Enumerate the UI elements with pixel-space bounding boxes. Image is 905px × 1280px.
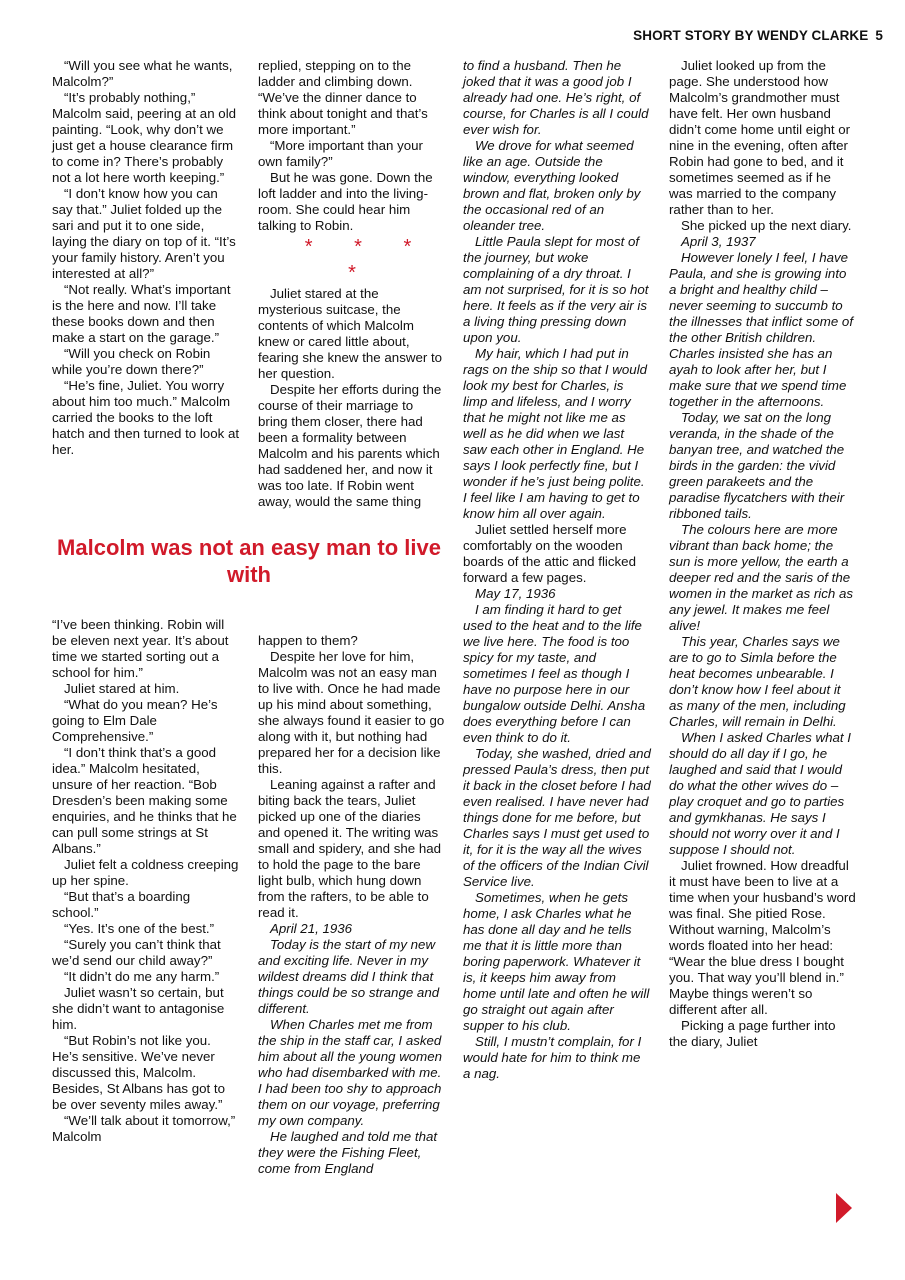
paragraph: Juliet looked up from the page. She understood how Malcolm’s grandmother must have felt. Her own husband didn’t come home until eight or nine in the evening, often after Robin had gone to bed, and it sometimes seemed as if he was married to the company rather than to her. xyxy=(669,58,851,217)
paragraph: Leaning against a rafter and biting back the tears, Juliet picked up one of the diaries and opened it. The writing was small and spidery, and she had to hold the page to the bare light bulb, which hung down from the rafters, to be able to read it. xyxy=(258,777,442,920)
paragraph: The colours here are more vibrant than back home; the sun is more yellow, the earth a deeper red and the saris of the women in the market as rich as any jewel. It makes me feel alive! xyxy=(669,522,854,633)
paragraph: “We’ll talk about it tomorrow,” Malcolm xyxy=(52,1113,236,1144)
paragraph: Despite her efforts during the course of their marriage to bring them closer, there had been a formality between Malcolm and his parents which had saddened her, and now it was too late. If Robin went away, would the same thing xyxy=(258,382,442,509)
column-3 xyxy=(463,58,651,1082)
paragraph: April 21, 1936 xyxy=(270,921,353,936)
paragraph: “But Robin’s not like you. He’s sensitive. We’ve never discussed this, Malcolm. Besides, St Albans has got to be over seventy miles away.” xyxy=(52,1033,225,1112)
paragraph: “I’ve been thinking. Robin will be eleven next year. It’s about time we started sorting out a school for him.” xyxy=(52,617,229,680)
paragraph: Juliet settled herself more comfortably on the wooden boards of the attic and flicked forward a few pages. xyxy=(463,522,636,585)
paragraph: happen to them? xyxy=(258,633,358,648)
paragraph: Juliet stared at the mysterious suitcase, the contents of which Malcolm knew or cared little about, fearing she knew the answer to her question. xyxy=(258,286,443,381)
paragraph: Still, I mustn’t complain, for I would hate for him to think me a nag. xyxy=(463,1034,642,1081)
paragraph: “What do you mean? He’s going to Elm Dale Comprehensive.” xyxy=(52,697,218,744)
paragraph: “I don’t think that’s a good idea.” Malcolm hesitated, unsure of her reaction. “Bob Dresden’s been making some enquiries, and he thinks that he can pull some strings at St Albans.” xyxy=(52,745,237,856)
paragraph: However lonely I feel, I have Paula, and she is growing into a bright and healthy child – never seeming to succumb to the illnesses that inflict some of the other British children. Charles insisted she has an ayah to look after her, but I make sure that we spend time together in the afternoons. xyxy=(669,250,854,409)
column-1-bottom xyxy=(52,617,240,1145)
paragraph: My hair, which I had put in rags on the ship so that I would look my best for Charles, is limp and lifeless, and I worry that he might not like me as well as he did when we last saw each other in England. He says I look perfectly fine, but I wonder if he’s just being polite. I feel like I am having to get to know him all over again. xyxy=(463,346,648,521)
paragraph: “Yes. It’s one of the best.” xyxy=(64,921,215,936)
paragraph: “Surely you can’t think that we’d send our child away?” xyxy=(52,937,221,968)
paragraph: She picked up the next diary. xyxy=(681,218,852,233)
paragraph: May 17, 1936 xyxy=(475,586,556,601)
column-2-bottom xyxy=(258,633,446,1177)
paragraph: to find a husband. Then he joked that it was a good job I already had one. He’s right, of course, for Charles is all I could ever wish for. xyxy=(463,58,649,137)
paragraph: When Charles met me from the ship in the staff car, I asked him about all the young women who had disembarked with me. I had been too shy to approach them on our voyage, preferring my own company. xyxy=(258,1017,443,1128)
column-4 xyxy=(669,58,857,1050)
paragraph: Today, we sat on the long veranda, in the shade of the banyan tree, and watched the birds in the garden: the vivid green parakeets and the paradise flycatchers with their ribboned tails. xyxy=(669,410,845,521)
paragraph: “It didn’t do me any harm.” xyxy=(64,969,220,984)
column-2-second-block xyxy=(258,286,446,510)
paragraph: “But that’s a boarding school.” xyxy=(52,889,191,920)
paragraph: Juliet wasn’t so certain, but she didn’t want to antagonise him. xyxy=(52,985,225,1032)
column-1-top xyxy=(52,58,240,458)
paragraph: “More important than your own family?” xyxy=(258,138,423,169)
column-2-top xyxy=(258,58,446,510)
paragraph: He laughed and told me that they were the Fishing Fleet, come from England xyxy=(258,1129,438,1176)
paragraph: Sometimes, when he gets home, I ask Charles what he has done all day and he tells me that it is little more than boring paperwork. Whatever it is, it keeps him away from home until late and often he will go straight out again after supper to his club. xyxy=(463,890,650,1033)
paragraph: Juliet stared at him. xyxy=(64,681,180,696)
paragraph: “Will you see what he wants, Malcolm?” xyxy=(52,58,233,89)
section-divider: * * * * xyxy=(304,236,430,284)
paragraph: replied, stepping on to the ladder and climbing down. “We’ve the dinner dance to think about tonight and that’s more important.” xyxy=(258,58,428,137)
paragraph: Despite her love for him, Malcolm was not an easy man to live with. Once he had made up his mind about something, she always found it easier to go along with it, but nothing had prepared her for a decision like this. xyxy=(258,649,445,776)
column-2-first-block xyxy=(258,58,446,234)
paragraph: “I don’t know how you can say that.” Juliet folded up the sari and put it to one side, laying the diary on top of it. “It’s your family history. Aren’t you interested at all?” xyxy=(52,186,236,281)
paragraph: This year, Charles says we are to go to Simla before the heat becomes unbearable. I don’t know how I feel about it as many of the men, including Charles, will remain in Delhi. xyxy=(669,634,846,729)
paragraph: Picking a page further into the diary, Juliet xyxy=(669,1018,836,1049)
paragraph: April 3, 1937 xyxy=(681,234,756,249)
paragraph: Juliet frowned. How dreadful it must have been to live at a time when your husband’s word was final. She pitied Rose. Without warning, Malcolm’s words floated into her head: “Wear the blue dress I bought you. That way you’ll blend in.” Maybe things weren’t so different after all. xyxy=(669,858,856,1017)
page-number: 5 xyxy=(875,28,883,43)
paragraph: “Will you check on Robin while you’re down there?” xyxy=(52,346,211,377)
paragraph: Today, she washed, dried and pressed Paula’s dress, then put it back in the closet before I had even realised. I have never had things done for me before, but Charles says I must get used to it, for it is the way all the wives of the officers of the Indian Civil Service live. xyxy=(463,746,651,889)
paragraph: Little Paula slept for most of the journey, but woke complaining of a dry throat. I am not surprised, for it is so hot here. It feels as if the very air is a living thing pressing down upon you. xyxy=(463,234,649,345)
story-byline: SHORT STORY BY WENDY CLARKE xyxy=(633,28,869,43)
paragraph: Today is the start of my new and exciting life. Never in my wildest dreams did I think that things could be so strange and different. xyxy=(258,937,440,1016)
paragraph: But he was gone. Down the loft ladder and into the living-room. She could hear him talking to Robin. xyxy=(258,170,433,233)
pull-quote: Malcolm was not an easy man to live with xyxy=(57,535,441,587)
paragraph: I am finding it hard to get used to the heat and to the life we live here. The food is too spicy for my taste, and sometimes I feel as though I have no purpose here in our bungalow outside Delhi. Ansha does everything before I can even think to do it. xyxy=(463,602,646,745)
paragraph: “Not really. What’s important is the here and now. I’ll take these books down and then make a start on the garage.” xyxy=(52,282,231,345)
page-header xyxy=(633,28,883,43)
continue-arrow-icon xyxy=(836,1193,852,1228)
paragraph: Juliet felt a coldness creeping up her spine. xyxy=(52,857,239,888)
paragraph: When I asked Charles what I should do all day if I go, he laughed and said that I would do what the other wives do – play croquet and go to parties and gymkhanas. He says I should not worry over it and I suppose I should not. xyxy=(669,730,851,857)
paragraph: We drove for what seemed like an age. Outside the window, everything looked brown and flat, broken only by the occasional red of an oleander tree. xyxy=(463,138,641,233)
paragraph: “It’s probably nothing,” Malcolm said, peering at an old painting. “Look, why don’t we just get a house clearance firm to come in? There’s probably not a lot here worth keeping.” xyxy=(52,90,237,185)
paragraph: “He’s fine, Juliet. You worry about him too much.” Malcolm carried the books to the loft hatch and then turned to look at her. xyxy=(52,378,240,457)
